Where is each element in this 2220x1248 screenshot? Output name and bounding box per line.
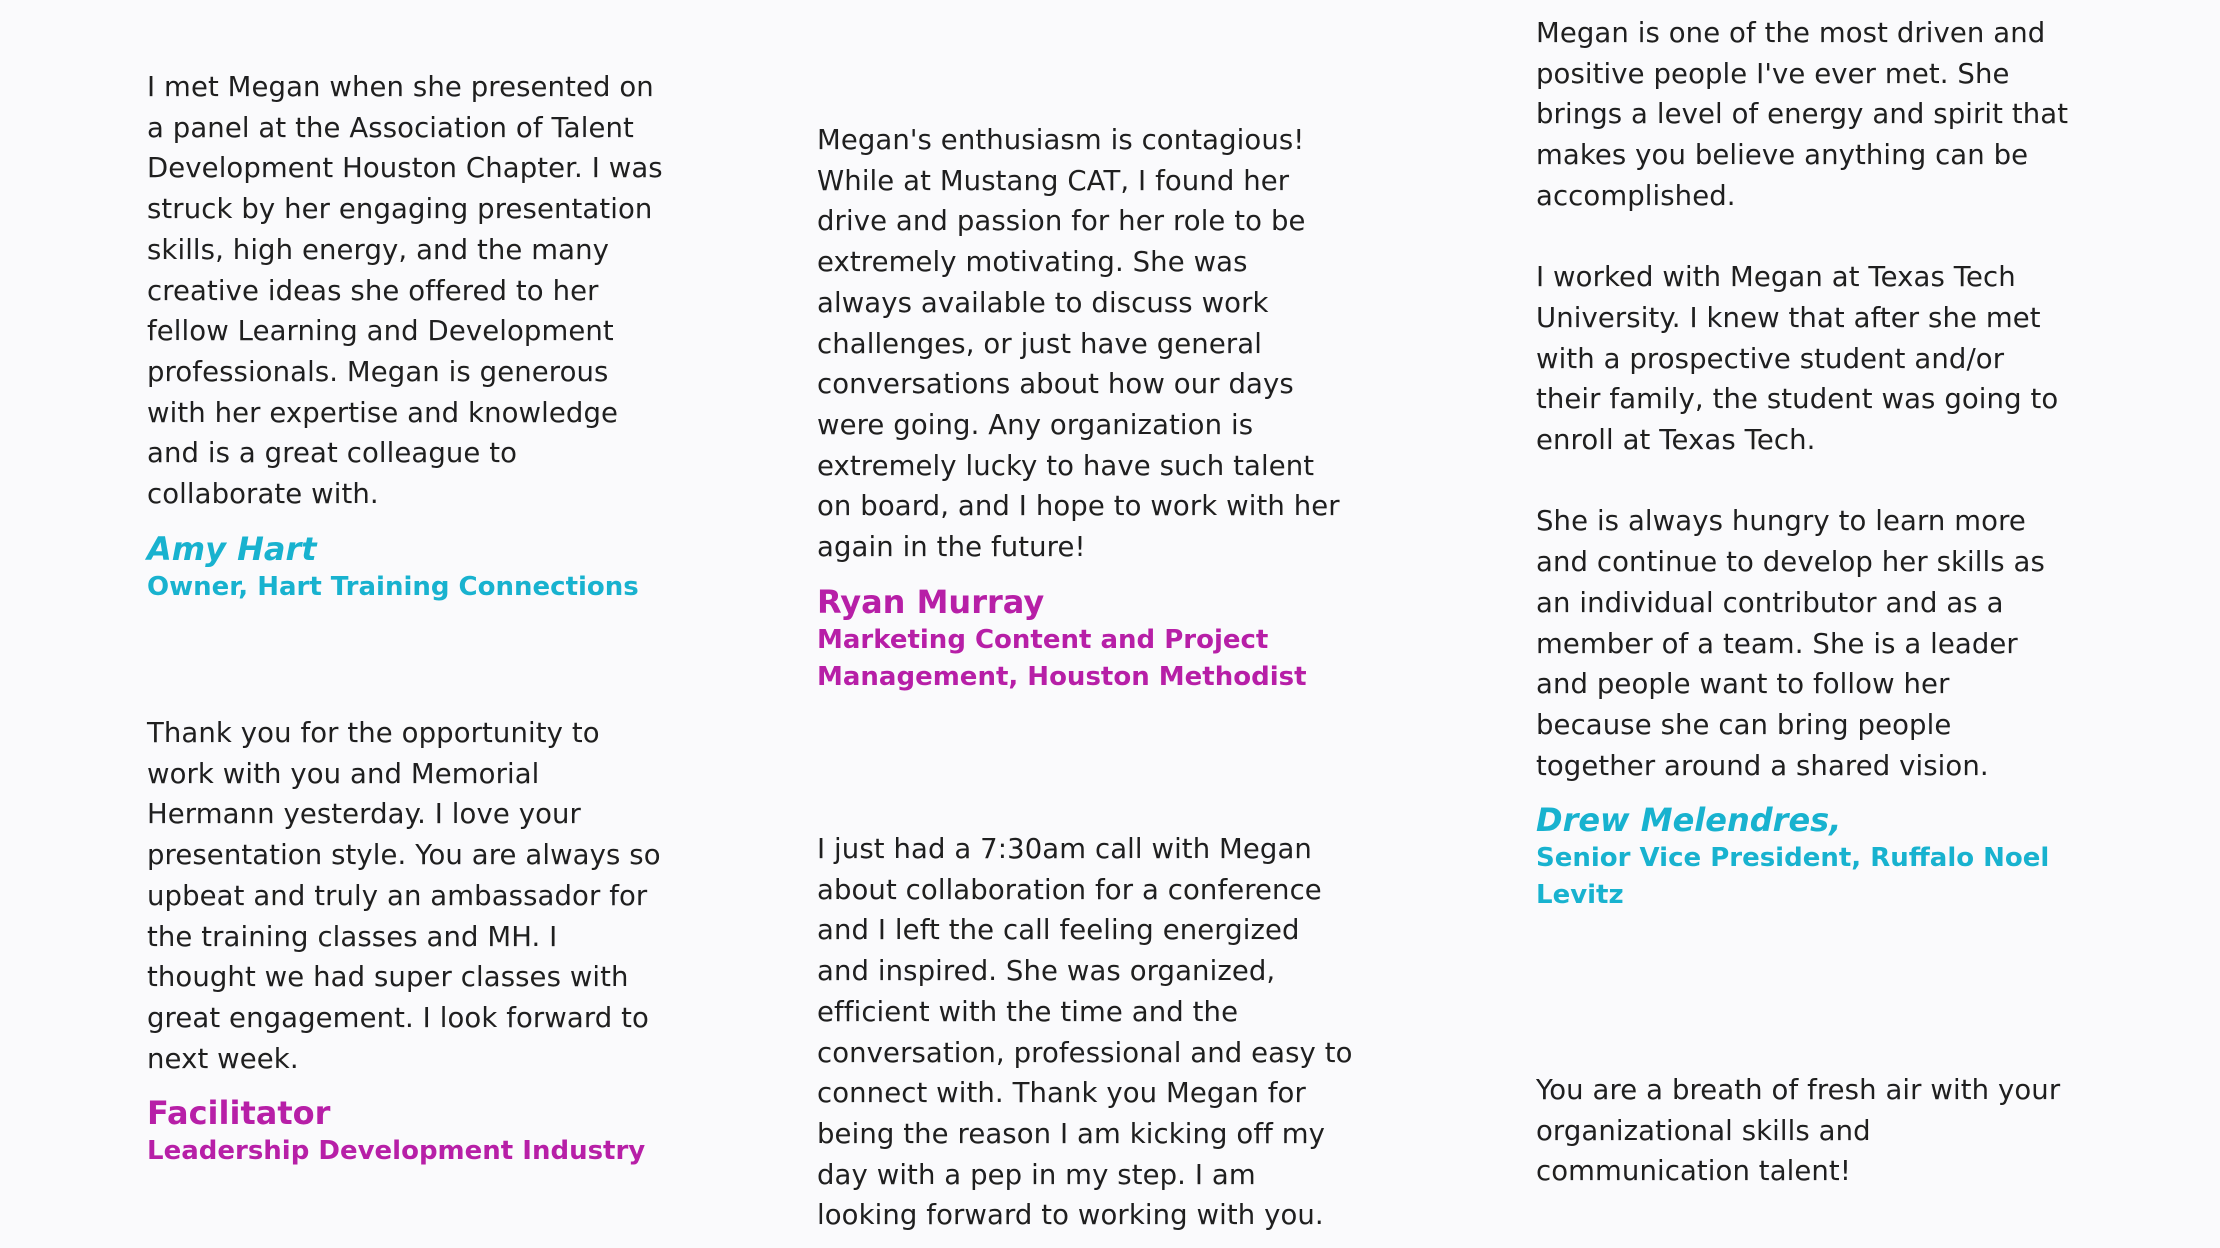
testimonial-amy-hart [147, 67, 663, 606]
testimonial-author-name: Drew Melendres, [1536, 801, 1842, 840]
testimonial-paragraph-1: Megan is one of the most driven and positive people I've ever met. She brings a level of energy and spirit that makes you believe anything can be accomplished. [1536, 17, 2069, 212]
testimonial-facilitator [147, 713, 661, 1170]
testimonial-author-name: Ryan Murray [817, 582, 1045, 621]
testimonial-quote: Megan's enthusiasm is contagious! While at Mustang CAT, I found her drive and passion for her role to be extremely motivating. She was always available to discuss work challenges, or just have general conversations about how our days were going. Any organization is extremely lucky to have such talent on board, and I hope to work with her again in the future! [817, 124, 1340, 564]
testimonial-author-role: Leadership Development Industry [147, 1136, 646, 1167]
testimonial-quote: Thank you for the opportunity to work with you and Memorial Hermann yesterday. I love your presentation style. You are always so upbeat and truly an ambassador for the training classes and MH. I thought we had super classes with great engagement. I look forward to next week. [147, 717, 661, 1075]
testimonial-call [817, 829, 1353, 1236]
testimonial-author-role: Senior Vice President, Ruffalo Noel Levitz [1536, 843, 2050, 911]
testimonial-drew-melendres [1536, 13, 2068, 914]
testimonial-ryan-murray [817, 120, 1340, 696]
testimonial-author-role: Marketing Content and Project Management, Houston Methodist [817, 624, 1307, 692]
testimonial-fresh-air [1536, 1070, 2060, 1192]
testimonial-paragraph-3: She is always hungry to learn more and continue to develop her skills as an individual contributor and as a member of a team. She is a leader and people want to follow her because she can bring people together around a shared vision. [1536, 505, 2045, 782]
testimonial-quote: I just had a 7:30am call with Megan about collaboration for a conference and I left the call feeling energized and inspired. She was organized, efficient with the time and the conversation, professional and easy to connect with. Thank you Megan for being the reason I am kicking off my day with a pep in my step. I am looking forward to working with you. [817, 833, 1353, 1232]
testimonial-author-name: Amy Hart [147, 529, 317, 568]
testimonial-author-name: Facilitator [147, 1094, 331, 1133]
testimonial-quote: I met Megan when she presented on a panel at the Association of Talent Development Houston Chapter. I was struck by her engaging presentation skills, high energy, and the many creative ideas she offered to her fellow Learning and Development professionals. Megan is generous with her expertise and knowledge and is a great colleague to collaborate with. [147, 71, 663, 511]
testimonial-quote: You are a breath of fresh air with your organizational skills and communication talent! [1536, 1074, 2061, 1188]
testimonial-author-role: Owner, Hart Training Connections [147, 571, 639, 602]
testimonial-paragraph-2: I worked with Megan at Texas Tech University. I knew that after she met with a prospective student and/or their family, the student was going to enroll at Texas Tech. [1536, 261, 2059, 457]
